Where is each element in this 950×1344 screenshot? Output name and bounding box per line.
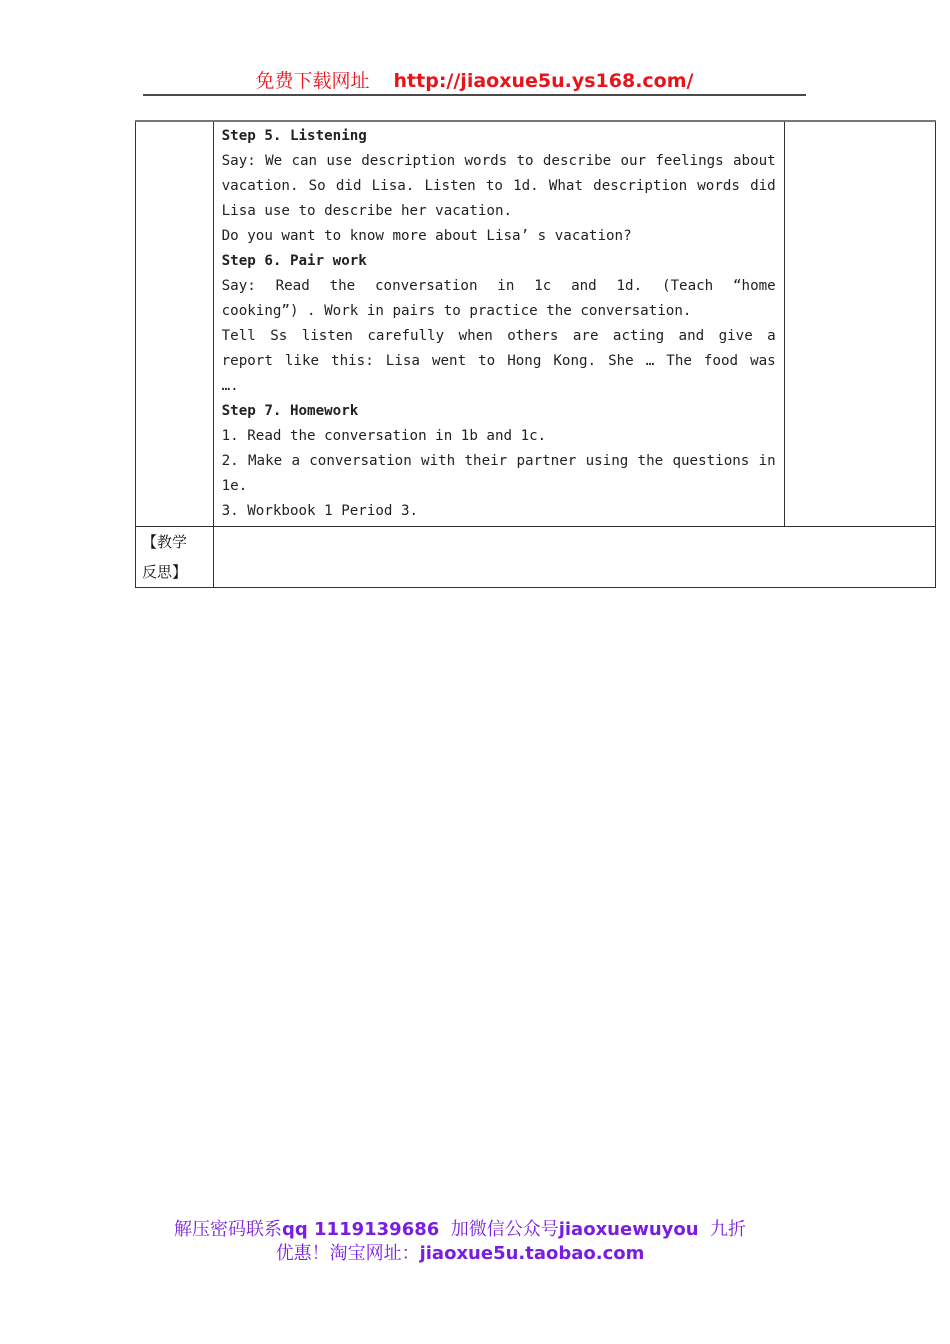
step-6-line: Say: Read the conversation in 1c and 1d. (Teach “home	[221, 278, 776, 294]
page-header	[143, 66, 806, 93]
reflection-label-cell	[136, 527, 214, 588]
step-5-line: vacation. So did Lisa. Listen to 1d. What description words did	[221, 178, 776, 194]
step-6-line: ….	[221, 378, 239, 394]
footer-taobao-label: 优惠！淘宝网址：	[275, 1243, 420, 1264]
lesson-plan-table	[135, 120, 936, 588]
step-6-title: Step 6. Pair work	[221, 253, 367, 269]
step-7-line: 3. Workbook 1 Period 3.	[221, 503, 419, 519]
step-7-title: Step 7. Homework	[221, 403, 359, 419]
download-url-link[interactable]: http://jiaoxue5u.ys168.com/	[393, 70, 694, 92]
footer-qq: qq 1119139686	[281, 1219, 440, 1240]
notes-cell	[784, 121, 935, 527]
footer-wechat-id: jiaoxuewuyou	[558, 1219, 699, 1240]
page-footer	[140, 1218, 780, 1266]
footer-password-label: 解压密码联系	[173, 1219, 282, 1240]
step-6-line: cooking”) . Work in pairs to practice the conversation.	[221, 303, 692, 319]
step-5-line: Say: We can use description words to describe our feelings about	[221, 153, 776, 169]
step-6-line: Tell Ss listen carefully when others are acting and give a	[221, 328, 776, 344]
footer-discount: 九折	[710, 1219, 747, 1240]
footer-wechat-label: 加微信公众号	[450, 1219, 559, 1240]
footer-line-1	[140, 1218, 780, 1242]
reflection-label-line1: 【教学	[142, 533, 188, 551]
reflection-label-line2: 反思】	[142, 563, 188, 581]
step-7-line: 1. Read the conversation in 1b and 1c.	[221, 428, 547, 444]
step-5-line: Do you want to know more about Lisa’ s vacation?	[221, 228, 632, 244]
header-divider	[143, 94, 806, 96]
procedure-content-cell	[213, 121, 784, 527]
step-7-line: 1e.	[221, 478, 248, 494]
footer-line-2	[140, 1242, 780, 1266]
download-label: 免费下载网址	[255, 70, 370, 92]
reflection-row	[136, 527, 936, 588]
reflection-content-cell	[213, 527, 935, 588]
step-5-line: Lisa use to describe her vacation.	[221, 203, 513, 219]
step-7-line: 2. Make a conversation with their partner using the questions in	[221, 453, 776, 469]
footer-taobao-link[interactable]: jiaoxue5u.taobao.com	[419, 1243, 645, 1264]
procedure-row	[136, 121, 936, 527]
step-5-title: Step 5. Listening	[221, 128, 367, 144]
step-6-line: report like this: Lisa went to Hong Kong. She … The food was	[221, 353, 776, 369]
procedure-label-cell	[136, 121, 214, 527]
